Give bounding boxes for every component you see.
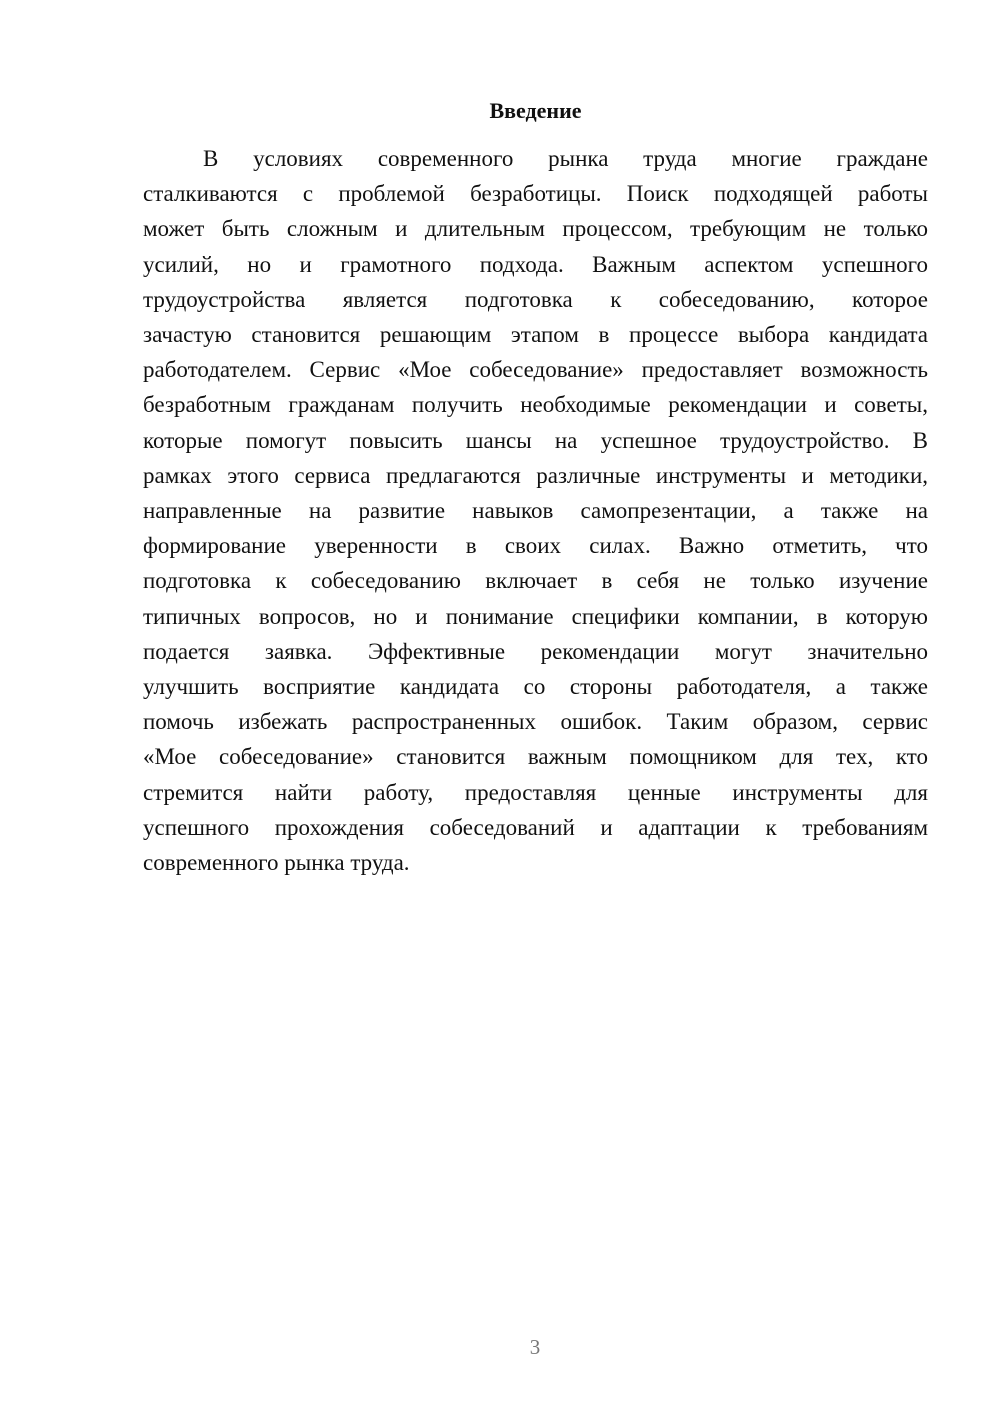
paragraph-line: безработным гражданам получить необходимые рекомендации и советы, [143, 392, 928, 418]
page-number: 3 [529, 1335, 541, 1359]
paragraph-line: сталкиваются с проблемой безработицы. Поиск подходящей работы [143, 181, 928, 207]
paragraph-line: работодателем. Сервис «Мое собеседование» предоставляет возможность [143, 357, 928, 383]
paragraph-line: трудоустройства является подготовка к собеседованию, которое [143, 286, 928, 312]
paragraph-line: подается заявка. Эффективные рекомендации могут значительно [143, 638, 928, 664]
paragraph-line: рамках этого сервиса предлагаются различные инструменты и методики, [143, 462, 928, 488]
paragraph-line: направленные на развитие навыков самопрезентации, а также на [143, 498, 928, 524]
introduction-paragraph [143, 141, 928, 880]
paragraph-line: которые помогут повысить шансы на успешное трудоустройство. В [143, 427, 928, 453]
paragraph-line: В условиях современного рынка труда многие граждане [203, 146, 928, 171]
paragraph-line: улучшить восприятие кандидата со стороны работодателя, а также [143, 674, 928, 700]
paragraph-line: зачастую становится решающим этапом в процессе выбора кандидата [143, 322, 928, 348]
paragraph-line: стремится найти работу, предоставляя ценные инструменты для [143, 779, 928, 805]
paragraph-line: «Мое собеседование» становится важным помощником для тех, кто [143, 744, 928, 770]
section-heading: Введение [489, 98, 582, 123]
paragraph-line: подготовка к собеседованию включает в себя не только изучение [143, 568, 928, 594]
paragraph-line: усилий, но и грамотного подхода. Важным аспектом успешного [143, 251, 928, 277]
paragraph-line: типичных вопросов, но и понимание специфики компании, в которую [143, 603, 928, 629]
paragraph-line: помочь избежать распространенных ошибок. Таким образом, сервис [143, 709, 928, 735]
paragraph-line: может быть сложным и длительным процессом, требующим не только [143, 216, 928, 242]
paragraph-line: формирование уверенности в своих силах. Важно отметить, что [143, 533, 928, 559]
paragraph-line: современного рынка труда. [143, 850, 410, 876]
paragraph-line: успешного прохождения собеседований и адаптации к требованиям [143, 814, 928, 840]
